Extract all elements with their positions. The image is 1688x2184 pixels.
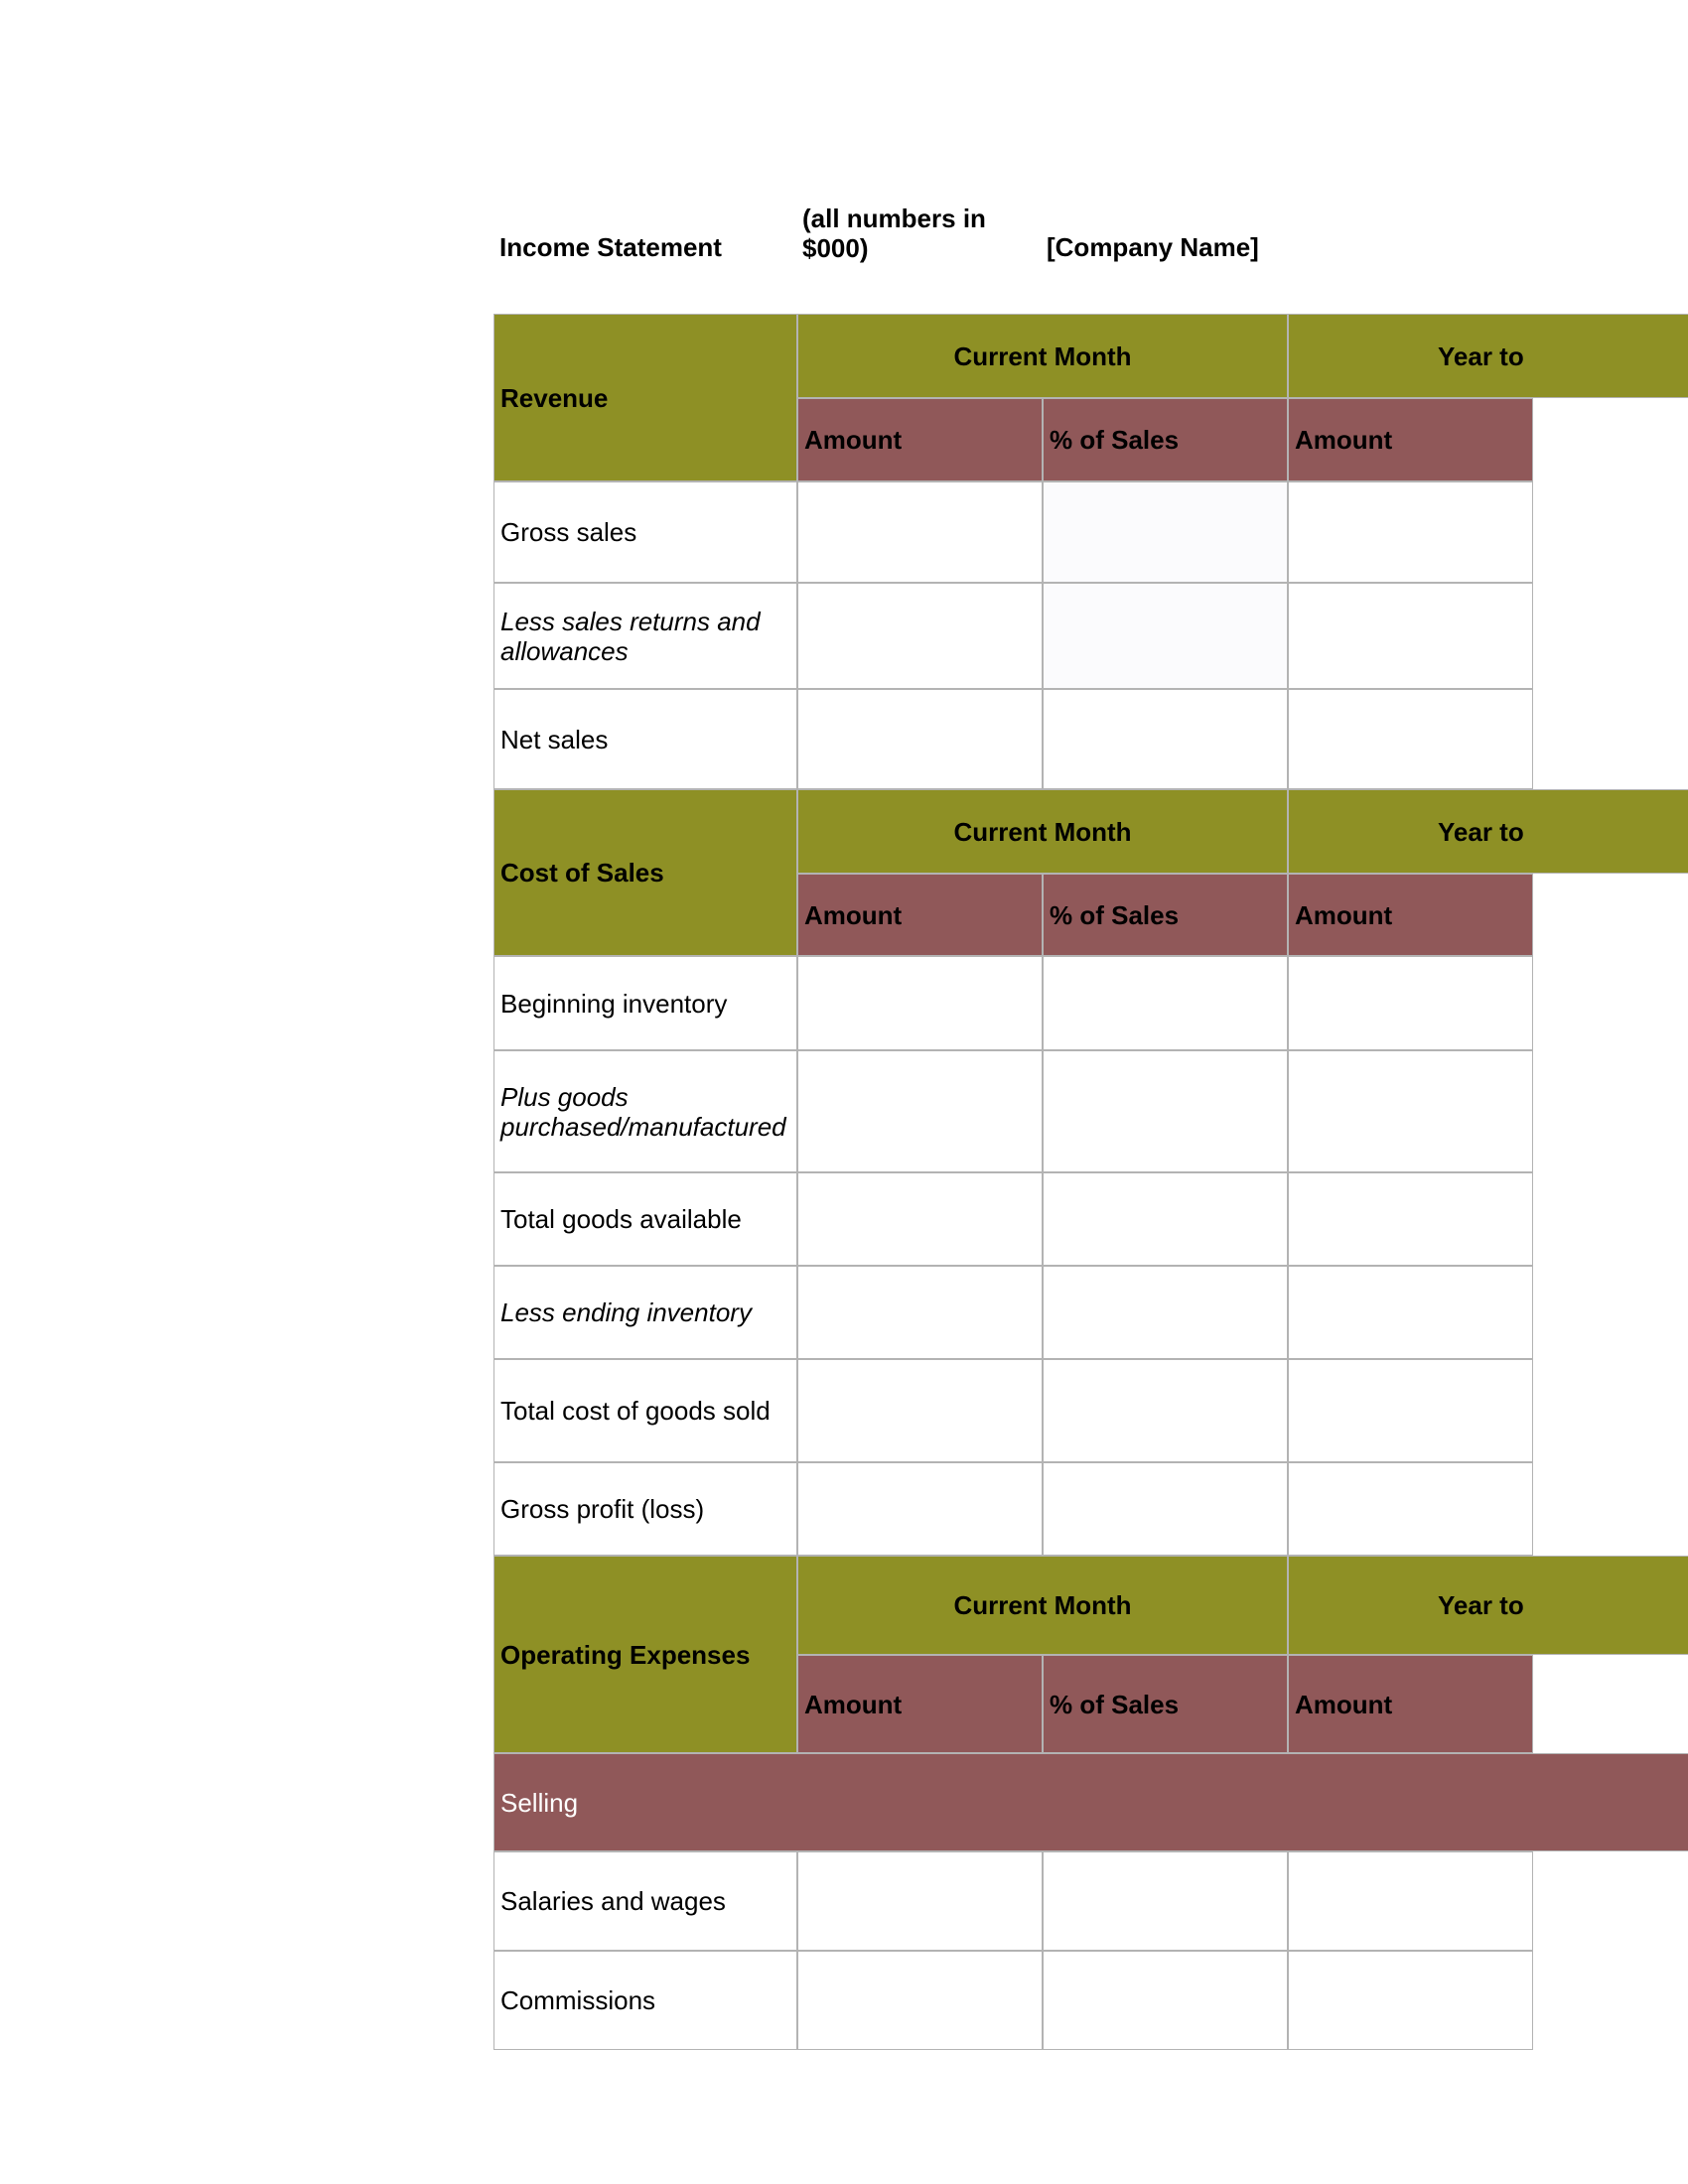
cell-ytd-amount[interactable] xyxy=(1288,1050,1533,1172)
column-header-amount: Amount xyxy=(797,1655,1043,1753)
row-label-gross-sales: Gross sales xyxy=(493,481,797,583)
header-company-name: [Company Name] xyxy=(1047,232,1259,262)
section-title-cost-of-sales: Cost of Sales xyxy=(493,789,797,956)
cell-amount[interactable] xyxy=(797,1951,1043,2050)
row-label-ending-inventory: Less ending inventory xyxy=(493,1266,797,1359)
column-header-pct-sales: % of Sales xyxy=(1043,398,1288,481)
column-header-ytd-amount: Amount xyxy=(1288,398,1533,481)
row-label-salaries-wages: Salaries and wages xyxy=(493,1851,797,1951)
group-header-current-month: Current Month xyxy=(797,1556,1288,1655)
cell-pct-sales[interactable] xyxy=(1043,481,1288,583)
column-header-amount: Amount xyxy=(797,874,1043,956)
cell-ytd-amount[interactable] xyxy=(1288,1359,1533,1462)
cell-pct-sales[interactable] xyxy=(1043,583,1288,689)
row-label-sales-returns: Less sales returns and allowances xyxy=(493,583,797,689)
column-header-pct-sales: % of Sales xyxy=(1043,1655,1288,1753)
cell-pct-sales[interactable] xyxy=(1043,956,1288,1050)
cell-pct-sales[interactable] xyxy=(1043,1050,1288,1172)
cell-pct-sales[interactable] xyxy=(1043,1359,1288,1462)
cell-pct-sales[interactable] xyxy=(1043,1951,1288,2050)
section-title-operating-expenses: Operating Expenses xyxy=(493,1556,797,1753)
row-label-beginning-inventory: Beginning inventory xyxy=(493,956,797,1050)
cell-amount[interactable] xyxy=(797,956,1043,1050)
column-header-ytd-amount: Amount xyxy=(1288,874,1533,956)
cell-pct-sales[interactable] xyxy=(1043,689,1288,789)
cell-pct-sales[interactable] xyxy=(1043,1851,1288,1951)
cell-ytd-amount[interactable] xyxy=(1288,1266,1533,1359)
subsection-selling: Selling xyxy=(493,1753,1688,1851)
cell-ytd-amount[interactable] xyxy=(1288,1951,1533,2050)
cell-amount[interactable] xyxy=(797,481,1043,583)
header-title: Income Statement xyxy=(499,232,722,262)
cell-pct-sales[interactable] xyxy=(1043,1462,1288,1556)
cell-amount[interactable] xyxy=(797,1462,1043,1556)
section-title-revenue: Revenue xyxy=(493,314,797,481)
cell-ytd-amount[interactable] xyxy=(1288,1851,1533,1951)
row-label-total-cogs: Total cost of goods sold xyxy=(493,1359,797,1462)
row-label-commissions: Commissions xyxy=(493,1951,797,2050)
header-units-note: (all numbers in $000) xyxy=(802,204,986,263)
row-label-goods-purchased: Plus goods purchased/manufactured xyxy=(493,1050,797,1172)
group-header-current-month: Current Month xyxy=(797,314,1288,398)
column-header-amount: Amount xyxy=(797,398,1043,481)
cell-ytd-amount[interactable] xyxy=(1288,1172,1533,1266)
cell-ytd-amount[interactable] xyxy=(1288,1462,1533,1556)
cell-ytd-amount[interactable] xyxy=(1288,689,1533,789)
cell-ytd-amount[interactable] xyxy=(1288,583,1533,689)
cell-ytd-amount[interactable] xyxy=(1288,481,1533,583)
cell-pct-sales[interactable] xyxy=(1043,1266,1288,1359)
group-header-year-to-date: Year to xyxy=(1288,789,1688,874)
cell-amount[interactable] xyxy=(797,1050,1043,1172)
group-header-year-to-date: Year to xyxy=(1288,1556,1688,1655)
column-header-pct-sales: % of Sales xyxy=(1043,874,1288,956)
cell-amount[interactable] xyxy=(797,1851,1043,1951)
cell-amount[interactable] xyxy=(797,583,1043,689)
group-header-year-to-date: Year to xyxy=(1288,314,1688,398)
cell-amount[interactable] xyxy=(797,1359,1043,1462)
column-header-ytd-amount: Amount xyxy=(1288,1655,1533,1753)
row-label-gross-profit: Gross profit (loss) xyxy=(493,1462,797,1556)
cell-amount[interactable] xyxy=(797,1266,1043,1359)
cell-pct-sales[interactable] xyxy=(1043,1172,1288,1266)
row-label-total-goods-available: Total goods available xyxy=(493,1172,797,1266)
row-label-net-sales: Net sales xyxy=(493,689,797,789)
group-header-current-month: Current Month xyxy=(797,789,1288,874)
cell-amount[interactable] xyxy=(797,1172,1043,1266)
cell-amount[interactable] xyxy=(797,689,1043,789)
cell-ytd-amount[interactable] xyxy=(1288,956,1533,1050)
